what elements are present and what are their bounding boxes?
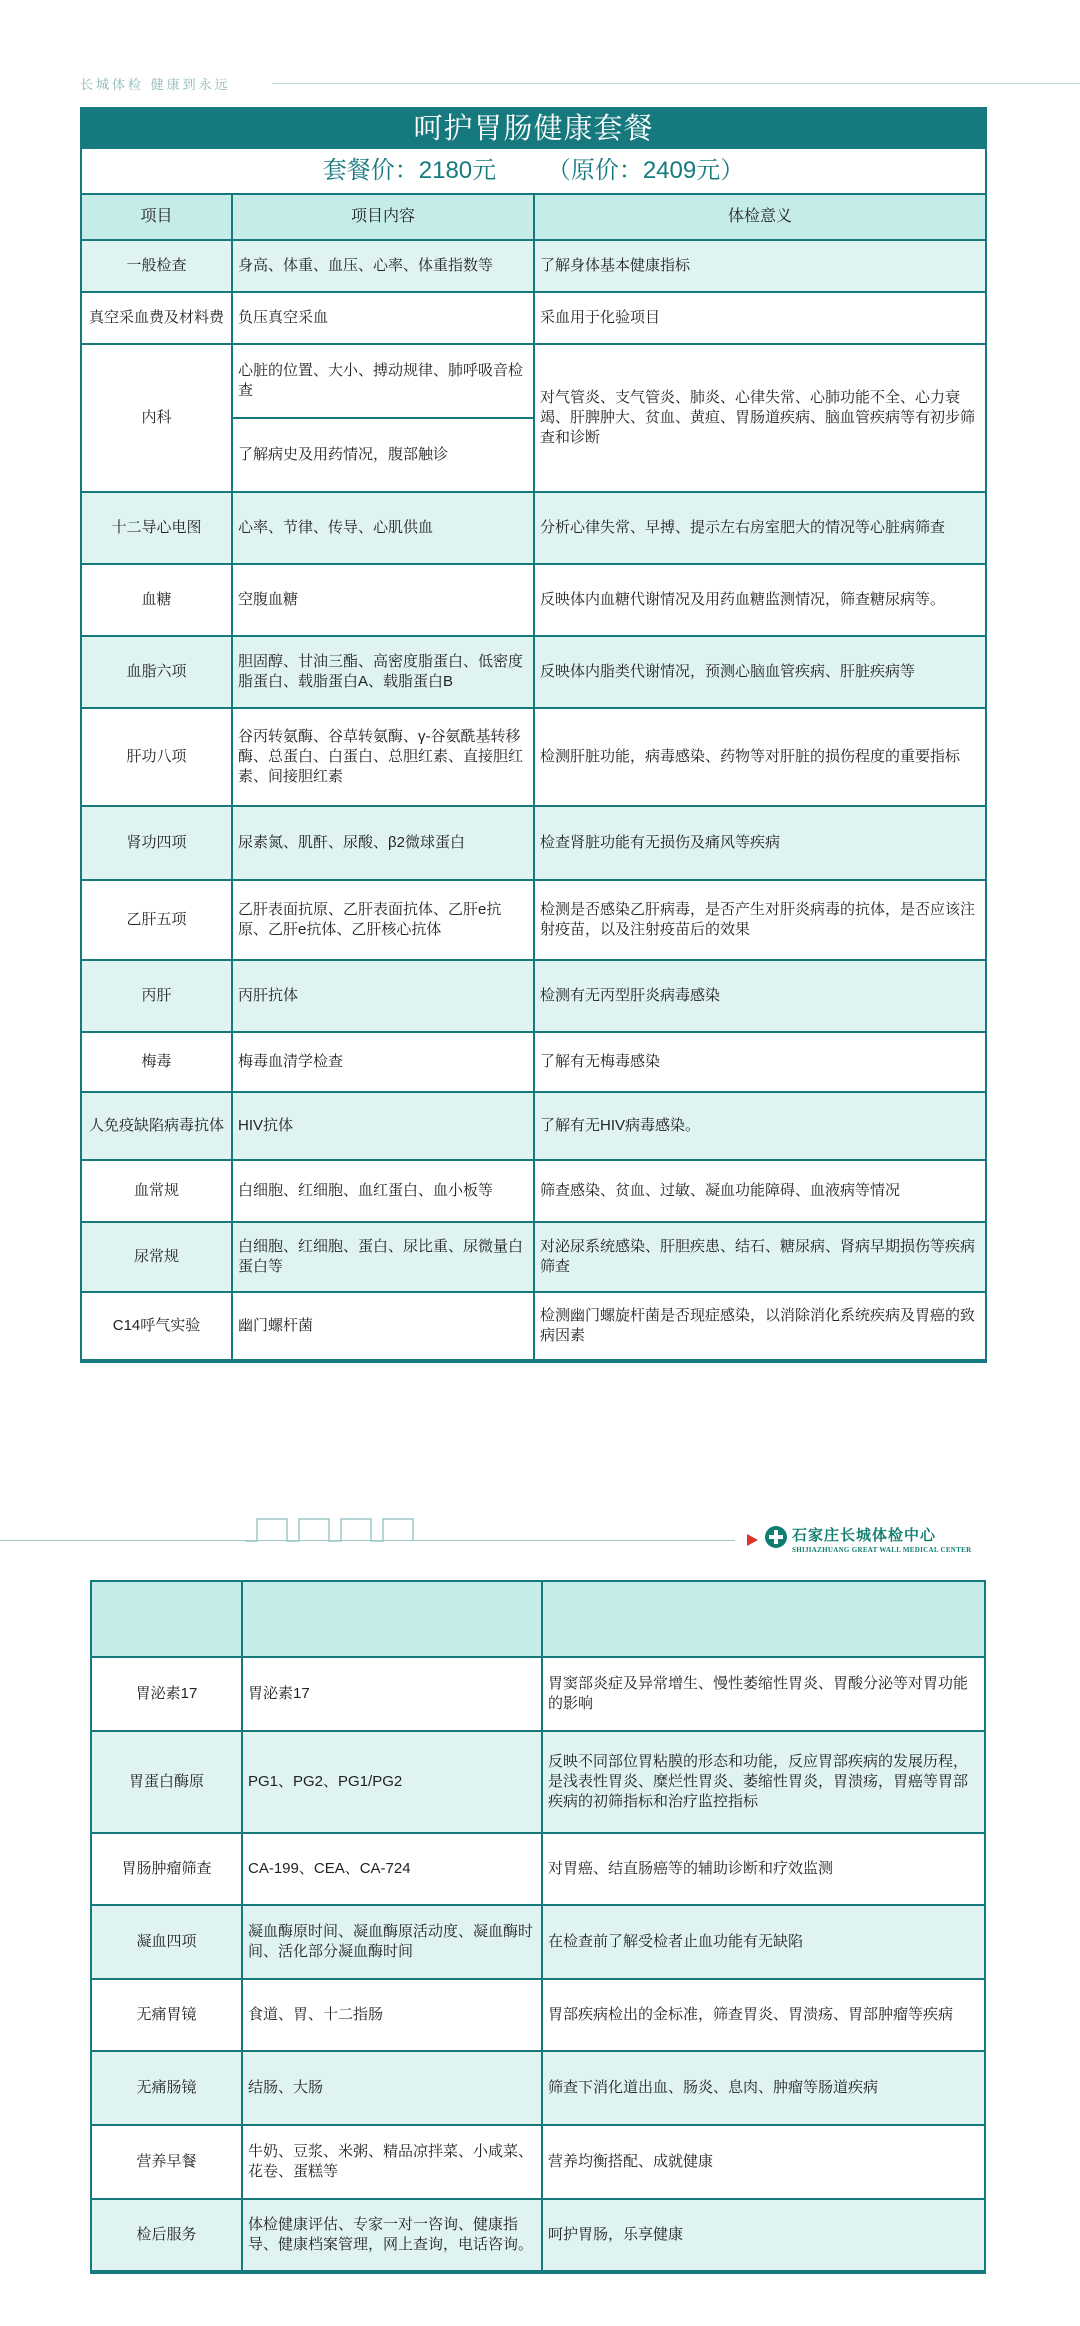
item-meaning: 对泌尿系统感染、肝胆疾患、结石、糖尿病、肾病早期损伤等疾病筛查	[534, 1222, 985, 1292]
item-meaning: 胃窦部炎症及异常增生、慢性萎缩性胃炎、胃酸分泌等对胃功能的影响	[542, 1657, 984, 1731]
table-row	[92, 1833, 984, 1905]
item-meaning: 检测幽门螺旋杆菌是否现症感染，以消除消化系统疾病及胃癌的致病因素	[534, 1292, 985, 1360]
item-content: 乙肝表面抗原、乙肝表面抗体、乙肝e抗原、乙肝e抗体、乙肝核心抗体	[232, 880, 534, 960]
table-row	[82, 1032, 985, 1092]
package-panel	[80, 107, 987, 1363]
item-name: 内科	[82, 344, 232, 492]
package-panel-continued	[90, 1580, 986, 2274]
item-name: 血糖	[82, 564, 232, 636]
item-meaning: 胃部疾病检出的金标准，筛查胃炎、胃溃疡、胃部肿瘤等疾病	[542, 1979, 984, 2051]
item-meaning: 筛查感染、贫血、过敏、凝血功能障碍、血液病等情况	[534, 1160, 985, 1222]
item-meaning: 反映体内脂类代谢情况，预测心脑血管疾病、肝脏疾病等	[534, 636, 985, 708]
item-name: 乙肝五项	[82, 880, 232, 960]
item-name: 胃泌素17	[92, 1657, 242, 1731]
table-row	[92, 2125, 984, 2199]
item-name: 尿常规	[82, 1222, 232, 1292]
item-meaning: 检测是否感染乙肝病毒，是否产生对肝炎病毒的抗体，是否应该注射疫苗，以及注射疫苗后的效果	[534, 880, 985, 960]
header-item: 项目	[82, 195, 232, 240]
item-name: 丙肝	[82, 960, 232, 1032]
package-price-row	[82, 149, 985, 195]
item-name: 血脂六项	[82, 636, 232, 708]
item-name: 十二导心电图	[82, 492, 232, 564]
table-row	[92, 1979, 984, 2051]
decorative-wave	[245, 1518, 415, 1542]
table-row	[92, 1905, 984, 1979]
table-header-row	[82, 195, 985, 240]
items-table-continued	[92, 1582, 984, 2272]
table-row	[82, 960, 985, 1032]
table-row	[92, 2051, 984, 2125]
table-row	[82, 240, 985, 292]
item-content: 白细胞、红细胞、蛋白、尿比重、尿微量白蛋白等	[232, 1222, 534, 1292]
item-name: 胃蛋白酶原	[92, 1731, 242, 1833]
item-content: 心脏的位置、大小、搏动规律、肺呼吸音检查	[232, 344, 534, 418]
logo-name-cn: 石家庄长城体检中心	[792, 1527, 937, 1544]
item-name: 无痛肠镜	[92, 2051, 242, 2125]
item-content: 幽门螺杆菌	[232, 1292, 534, 1360]
item-meaning: 检测有无丙型肝炎病毒感染	[534, 960, 985, 1032]
header-meaning: 体检意义	[534, 195, 985, 240]
item-meaning: 采血用于化验项目	[534, 292, 985, 344]
tagline: 长城体检 健康到永远	[80, 77, 231, 92]
item-name: 真空采血费及材料费	[82, 292, 232, 344]
header-cell-empty	[542, 1582, 984, 1657]
arrow-icon	[747, 1534, 758, 1546]
item-meaning: 营养均衡搭配、成就健康	[542, 2125, 984, 2199]
item-content: 体检健康评估、专家一对一咨询、健康指导、健康档案管理，网上查询，电话咨询。	[242, 2199, 542, 2271]
item-meaning: 筛查下消化道出血、肠炎、息肉、肿瘤等肠道疾病	[542, 2051, 984, 2125]
item-content: 食道、胃、十二指肠	[242, 1979, 542, 2051]
item-content: 白细胞、红细胞、血红蛋白、血小板等	[232, 1160, 534, 1222]
item-content: HIV抗体	[232, 1092, 534, 1160]
table-row	[82, 492, 985, 564]
table-row	[82, 292, 985, 344]
item-name: 胃肠肿瘤筛查	[92, 1833, 242, 1905]
item-name: 凝血四项	[92, 1905, 242, 1979]
item-meaning: 检查肾脏功能有无损伤及痛风等疾病	[534, 806, 985, 880]
table-row	[82, 806, 985, 880]
item-content: CA-199、CEA、CA-724	[242, 1833, 542, 1905]
package-original-price: （原价：2409元）	[546, 157, 745, 184]
item-name: 肾功四项	[82, 806, 232, 880]
item-content: 身高、体重、血压、心率、体重指数等	[232, 240, 534, 292]
header-cell-empty	[92, 1582, 242, 1657]
item-name: 检后服务	[92, 2199, 242, 2271]
item-content: 凝血酶原时间、凝血酶原活动度、凝血酶时间、活化部分凝血酶时间	[242, 1905, 542, 1979]
item-name: 营养早餐	[92, 2125, 242, 2199]
table-row	[82, 880, 985, 960]
item-meaning: 了解有无梅毒感染	[534, 1032, 985, 1092]
package-title: 呵护胃肠健康套餐	[82, 109, 985, 149]
item-name: 无痛胃镜	[92, 1979, 242, 2051]
item-content: 负压真空采血	[232, 292, 534, 344]
item-content: 梅毒血清学检查	[232, 1032, 534, 1092]
item-meaning: 检测肝脏功能，病毒感染、药物等对肝脏的损伤程度的重要指标	[534, 708, 985, 806]
item-meaning: 对胃癌、结直肠癌等的辅助诊断和疗效监测	[542, 1833, 984, 1905]
table-header-row-empty	[92, 1582, 984, 1657]
table-row	[92, 1731, 984, 1833]
header-content: 项目内容	[232, 195, 534, 240]
item-meaning: 了解有无HIV病毒感染。	[534, 1092, 985, 1160]
item-name: C14呼气实验	[82, 1292, 232, 1360]
table-row	[82, 1160, 985, 1222]
table-row	[82, 1292, 985, 1360]
item-name: 人免疫缺陷病毒抗体	[82, 1092, 232, 1160]
item-meaning: 呵护胃肠，乐享健康	[542, 2199, 984, 2271]
item-content: 胆固醇、甘油三酯、高密度脂蛋白、低密度脂蛋白、载脂蛋白A、载脂蛋白B	[232, 636, 534, 708]
item-meaning: 在检查前了解受检者止血功能有无缺陷	[542, 1905, 984, 1979]
item-content: 牛奶、豆浆、米粥、精品凉拌菜、小咸菜、花卷、蛋糕等	[242, 2125, 542, 2199]
item-name: 一般检查	[82, 240, 232, 292]
table-row	[92, 2199, 984, 2271]
items-table	[82, 195, 985, 1361]
package-price: 套餐价：2180元	[322, 157, 497, 184]
item-content: 谷丙转氨酶、谷草转氨酶、γ-谷氨酰基转移酶、总蛋白、白蛋白、总胆红素、直接胆红素、间接胆红素	[232, 708, 534, 806]
item-content: 空腹血糖	[232, 564, 534, 636]
item-meaning: 反映不同部位胃粘膜的形态和功能，反应胃部疾病的发展历程，是浅表性胃炎、糜烂性胃炎、萎缩性胃炎，胃溃疡，胃癌等胃部疾病的初筛指标和治疗监控指标	[542, 1731, 984, 1833]
table-row	[82, 1092, 985, 1160]
item-content: 丙肝抗体	[232, 960, 534, 1032]
item-meaning: 反映体内血糖代谢情况及用药血糖监测情况，筛查糖尿病等。	[534, 564, 985, 636]
item-content: 胃泌素17	[242, 1657, 542, 1731]
item-content: 尿素氮、肌酐、尿酸、β2微球蛋白	[232, 806, 534, 880]
item-content: 结肠、大肠	[242, 2051, 542, 2125]
table-row	[82, 564, 985, 636]
item-content: PG1、PG2、PG1/PG2	[242, 1731, 542, 1833]
table-row	[82, 708, 985, 806]
header-cell-empty	[242, 1582, 542, 1657]
table-row	[82, 344, 985, 418]
tagline-divider	[272, 83, 1080, 84]
table-row	[82, 636, 985, 708]
table-row	[82, 1222, 985, 1292]
item-name: 肝功八项	[82, 708, 232, 806]
item-content: 了解病史及用药情况，腹部触诊	[232, 418, 534, 492]
item-meaning: 对气管炎、支气管炎、肺炎、心律失常、心肺功能不全、心力衰竭、肝脾肿大、贫血、黄疸、胃肠道疾病、脑血管疾病等有初步筛查和诊断	[534, 344, 985, 492]
medical-cross-logo-icon	[765, 1526, 787, 1548]
item-name: 血常规	[82, 1160, 232, 1222]
item-meaning: 分析心律失常、早搏、提示左右房室肥大的情况等心脏病筛查	[534, 492, 985, 564]
table-row	[92, 1657, 984, 1731]
item-content: 心率、节律、传导、心肌供血	[232, 492, 534, 564]
logo-name-en: SHIJIAZHUANG GREAT WALL MEDICAL CENTER	[792, 1546, 972, 1554]
item-name: 梅毒	[82, 1032, 232, 1092]
item-meaning: 了解身体基本健康指标	[534, 240, 985, 292]
